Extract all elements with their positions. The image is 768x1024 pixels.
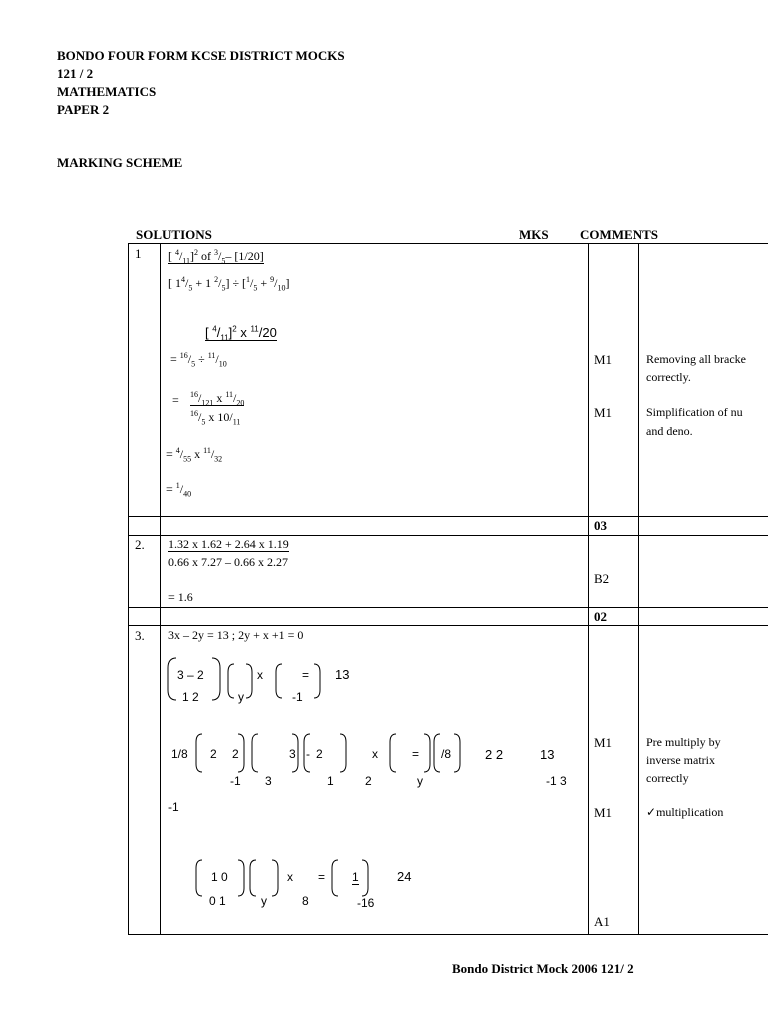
q3-m2-g: 2 — [316, 747, 323, 761]
q3-m2-b: 2 — [232, 747, 239, 761]
q3-m1-13: 13 — [335, 667, 350, 682]
q3-m2-l: -1 3 — [546, 774, 567, 788]
paper-number: PAPER 2 — [57, 102, 110, 117]
q3-m1-eq: = — [302, 668, 310, 682]
q2-number: 2. — [135, 537, 145, 552]
q3-m1-y: y — [238, 690, 244, 704]
q3-mark-3: A1 — [594, 914, 610, 929]
q3-m3-one: 1 — [352, 870, 359, 884]
q3-m3-8: 8 — [302, 894, 309, 908]
q3-comment-1-line3: correctly — [646, 771, 689, 785]
q2-numerator: 1.32 x 1.62 + 2.64 x 1.19 — [168, 537, 289, 551]
q1-comment-2-line1: Simplification of nu — [646, 405, 743, 419]
q1-comment-1-line2: correctly. — [646, 370, 691, 384]
q3-comment-1-line2: inverse matrix — [646, 753, 715, 767]
page-footer: Bondo District Mock 2006 121/ 2 — [452, 961, 634, 976]
q3-m3-y: y — [261, 894, 267, 908]
q1-step3: = $^4/_{55}$ x $^{11}/_{32}$ — [166, 446, 223, 464]
q2-denominator: 0.66 x 7.27 – 0.66 x 2.27 — [168, 555, 288, 569]
q3-m2-d: 3 — [265, 774, 272, 788]
check-icon: ✓ — [646, 805, 657, 819]
q1-comment-2-line2: and deno. — [646, 424, 693, 438]
q3-m2-h: 1 — [327, 774, 334, 788]
q3-m2-f: - — [306, 747, 310, 761]
q1-total: 03 — [594, 518, 607, 533]
q3-number: 3. — [135, 628, 145, 643]
q3-mark-1: M1 — [594, 735, 613, 750]
q3-m2-eq: = — [412, 747, 420, 761]
q2-result: = 1.6 — [168, 590, 193, 604]
q3-m3-row1: 1 0 — [211, 870, 228, 884]
q3-m1-row2: 1 2 — [182, 690, 199, 704]
q3-equations: 3x – 2y = 13 ; 2y + x +1 = 0 — [168, 628, 304, 642]
q3-m2-j: 2 2 — [485, 747, 504, 762]
q3-m2-neg: -1 — [168, 800, 179, 814]
q3-m1-row1: 3 – 2 — [177, 668, 204, 682]
q3-m2-y: y — [417, 774, 423, 788]
paper-code: 121 / 2 — [57, 66, 94, 81]
q1-mark-1: M1 — [594, 352, 613, 367]
q3-comment-1-line1: Pre multiply by — [646, 735, 721, 749]
q1-numerator-line: [ $^4/_{11}]^2$ of $^3/_5-$ [1/20] — [168, 248, 264, 266]
marking-scheme-title: MARKING SCHEME — [57, 155, 183, 170]
q3-m1-neg1: -1 — [292, 690, 303, 704]
q3-m3-eq: = — [318, 870, 326, 884]
q3-m2-a: 2 — [210, 747, 217, 761]
q1-denominator-line: [ $1^4/_5 + 1$ $^2/_5] \div [^1/_5 + ^9/_{10}]$ — [168, 275, 290, 293]
q3-comment-2: ✓multiplication — [646, 805, 724, 819]
q3-m2-i: 2 — [365, 774, 372, 788]
q1-step2-eq: = — [172, 393, 179, 407]
q1-step1-denominator: = $^{16}/_5 \div ^{11}/_{10}$ — [170, 351, 227, 369]
col-solutions: SOLUTIONS — [136, 227, 212, 242]
q3-m3-neg16: -16 — [357, 896, 375, 910]
col-comments: COMMENTS — [580, 227, 658, 242]
q3-m2-scalar: 1/8 — [171, 747, 188, 761]
q3-m3-x: x — [287, 870, 293, 884]
q1-step2-denominator: $^{16}/_5$ x $10/_{11}$ — [190, 409, 241, 427]
q3-m3-24: 24 — [397, 869, 412, 884]
exam-title: BONDO FOUR FORM KCSE DISTRICT MOCKS — [57, 48, 345, 63]
subject: MATHEMATICS — [57, 84, 157, 99]
q3-mark-2: M1 — [594, 805, 613, 820]
q1-mark-2: M1 — [594, 405, 613, 420]
q3-m2-e: 3 — [289, 747, 296, 761]
q3-m2-k: 13 — [540, 747, 555, 762]
q1-step2-numerator: $^{16}/_{121}$ x $^{11}/_{20}$ — [190, 390, 245, 408]
q1-number: 1 — [135, 246, 142, 261]
q3-m2-frac2: /8 — [441, 747, 452, 761]
q1-comment-1-line1: Removing all bracke — [646, 352, 746, 366]
q1-answer: = $^1/_{40}$ — [166, 481, 192, 499]
q1-step1-numerator: [ $^4/_{11}]^2$ x $^{11}$/20 — [205, 325, 277, 343]
q2-total: 02 — [594, 609, 607, 624]
q2-mark: B2 — [594, 571, 610, 586]
q3-m1-x: x — [257, 668, 263, 682]
q3-m2-x: x — [372, 747, 378, 761]
col-mks: MKS — [519, 227, 549, 242]
q3-m3-row2: 0 1 — [209, 894, 226, 908]
q3-m2-c: -1 — [230, 774, 241, 788]
